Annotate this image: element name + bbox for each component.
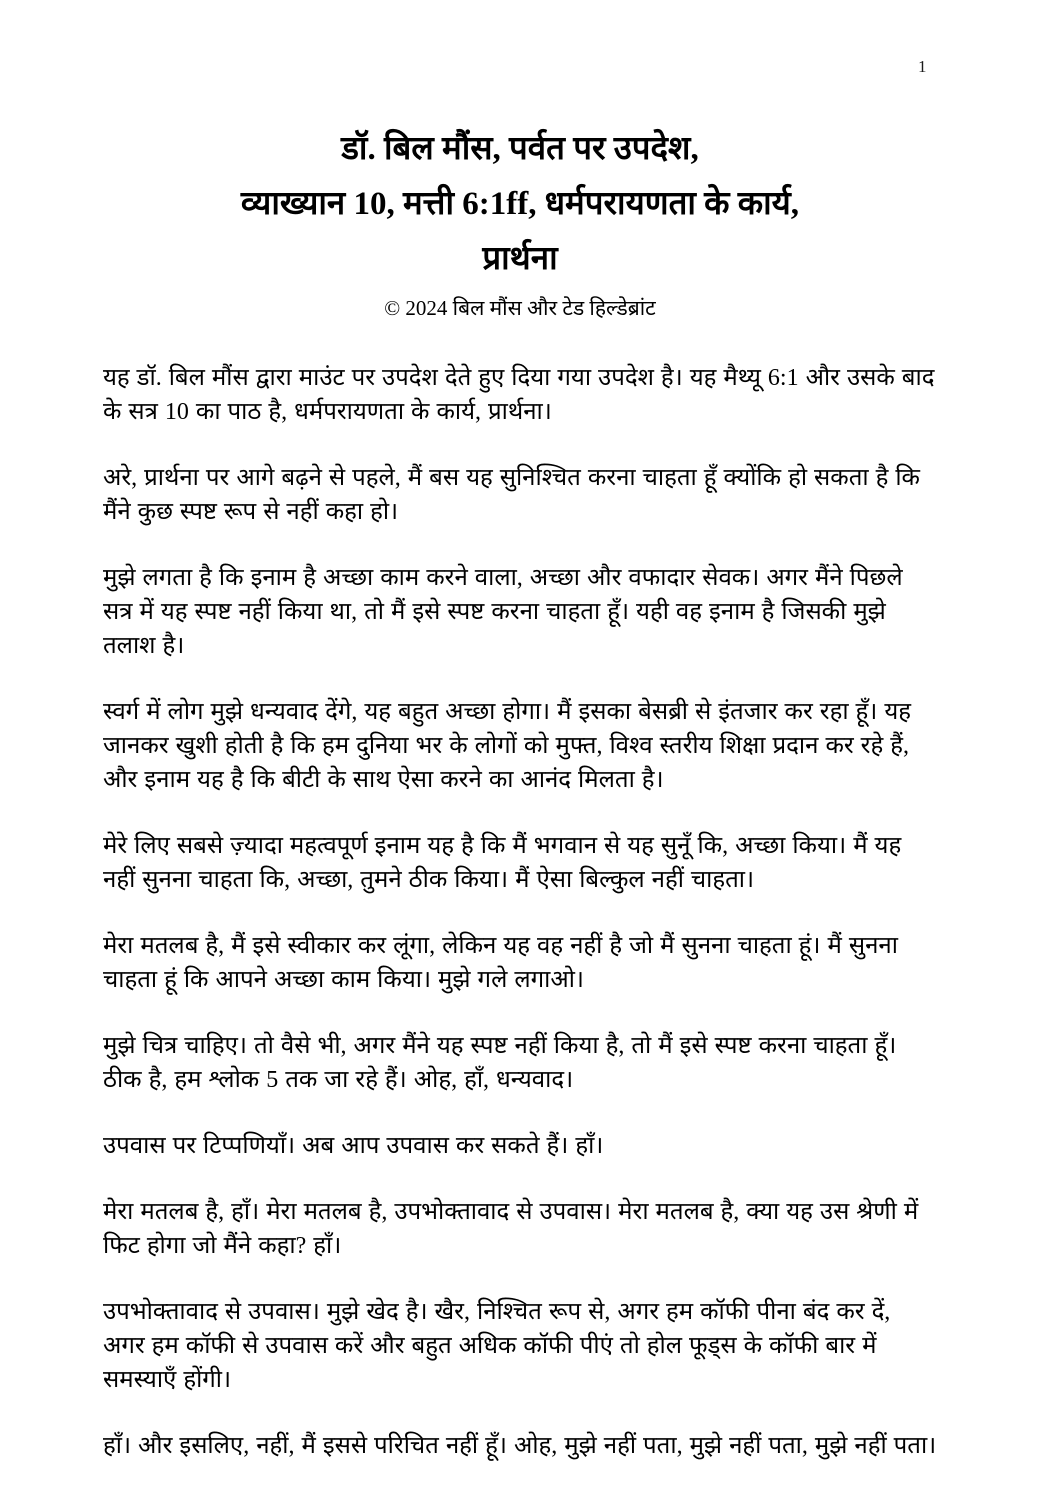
paragraph: मेरा मतलब है, हाँ। मेरा मतलब है, उपभोक्तावाद से उपवास। मेरा मतलब है, क्या यह उस श्रेणी में फिट होगा जो मैंने कहा? हाँ। — [103, 1199, 919, 1259]
page-number: 1 — [918, 57, 927, 76]
paragraph: मुझे लगता है कि इनाम है अच्छा काम करने वाला, अच्छा और वफादार सेवक। अगर मैंने पिछले सत्र में यह स्पष्ट नहीं किया था, तो मैं इसे स्पष्ट करना चाहता हूँ। यही वह इनाम है जिसकी मुझे तलाश है। — [103, 565, 903, 659]
paragraph: यह डॉ. बिल मौंस द्वारा माउंट पर उपदेश देते हुए दिया गया उपदेश है। यह मैथ्यू 6:1 और उसके बाद के सत्र 10 का पाठ है, धर्मपरायणता के कार्य, प्रार्थना। — [103, 365, 935, 425]
page-content — [103, 0, 937, 1463]
title-line-2: व्याख्यान 10, मत्ती 6:1ff, धर्मपरायणता के कार्य, — [240, 186, 800, 222]
paragraph: हाँ। और इसलिए, नहीं, मैं इससे परिचित नहीं हूँ। ओह, मुझे नहीं पता, मुझे नहीं पता, मुझे नहीं पता। — [103, 1433, 937, 1459]
title-line-3: प्रार्थना — [482, 241, 558, 277]
copyright-notice: © 2024 बिल मौंस और टेड हिल्डेब्रांट — [384, 296, 656, 320]
paragraph: मेरा मतलब है, मैं इसे स्वीकार कर लूंगा, लेकिन यह वह नहीं है जो मैं सुनना चाहता हूं। मैं सुनना चाहता हूं कि आपने अच्छा काम किया। मुझे गले लगाओ। — [103, 933, 898, 993]
title-line-1: डॉ. बिल मौंस, पर्वत पर उपदेश, — [341, 131, 699, 167]
paragraph: उपवास पर टिप्पणियाँ। अब आप उपवास कर सकते हैं। हाँ। — [103, 1133, 604, 1159]
paragraph: मेरे लिए सबसे ज़्यादा महत्वपूर्ण इनाम यह है कि मैं भगवान से यह सुनूँ कि, अच्छा किया। मैं यह नहीं सुनना चाहता कि, अच्छा, तुमने ठीक किया। मैं ऐसा बिल्कुल नहीं चाहता। — [103, 833, 902, 893]
paragraph: अरे, प्रार्थना पर आगे बढ़ने से पहले, मैं बस यह सुनिश्चित करना चाहता हूँ क्योंकि हो सकता है कि मैंने कुछ स्पष्ट रूप से नहीं कहा हो। — [103, 465, 920, 525]
paragraph: मुझे चित्र चाहिए। तो वैसे भी, अगर मैंने यह स्पष्ट नहीं किया है, तो मैं इसे स्पष्ट करना चाहता हूँ। ठीक है, हम श्लोक 5 तक जा रहे हैं। ओह, हाँ, धन्यवाद। — [103, 1033, 897, 1093]
body-paragraphs — [103, 361, 937, 1463]
paragraph: उपभोक्तावाद से उपवास। मुझे खेद है। खैर, निश्चित रूप से, अगर हम कॉफी पीना बंद कर दें, अगर हम कॉफी से उपवास करें और बहुत अधिक कॉफी पीएं तो होल फूड्स के कॉफी बार में समस्याएँ होंगी। — [103, 1299, 891, 1393]
document-title — [103, 0, 937, 287]
paragraph: स्वर्ग में लोग मुझे धन्यवाद देंगे, यह बहुत अच्छा होगा। मैं इसका बेसब्री से इंतजार कर रहा हूँ। यह जानकर खुशी होती है कि हम दुनिया भर के लोगों को मुफ्त, विश्व स्तरीय शिक्षा प्रदान कर रहे हैं, और इनाम यह है कि बीटी के साथ ऐसा करने का आनंद मिलता है। — [103, 699, 912, 793]
